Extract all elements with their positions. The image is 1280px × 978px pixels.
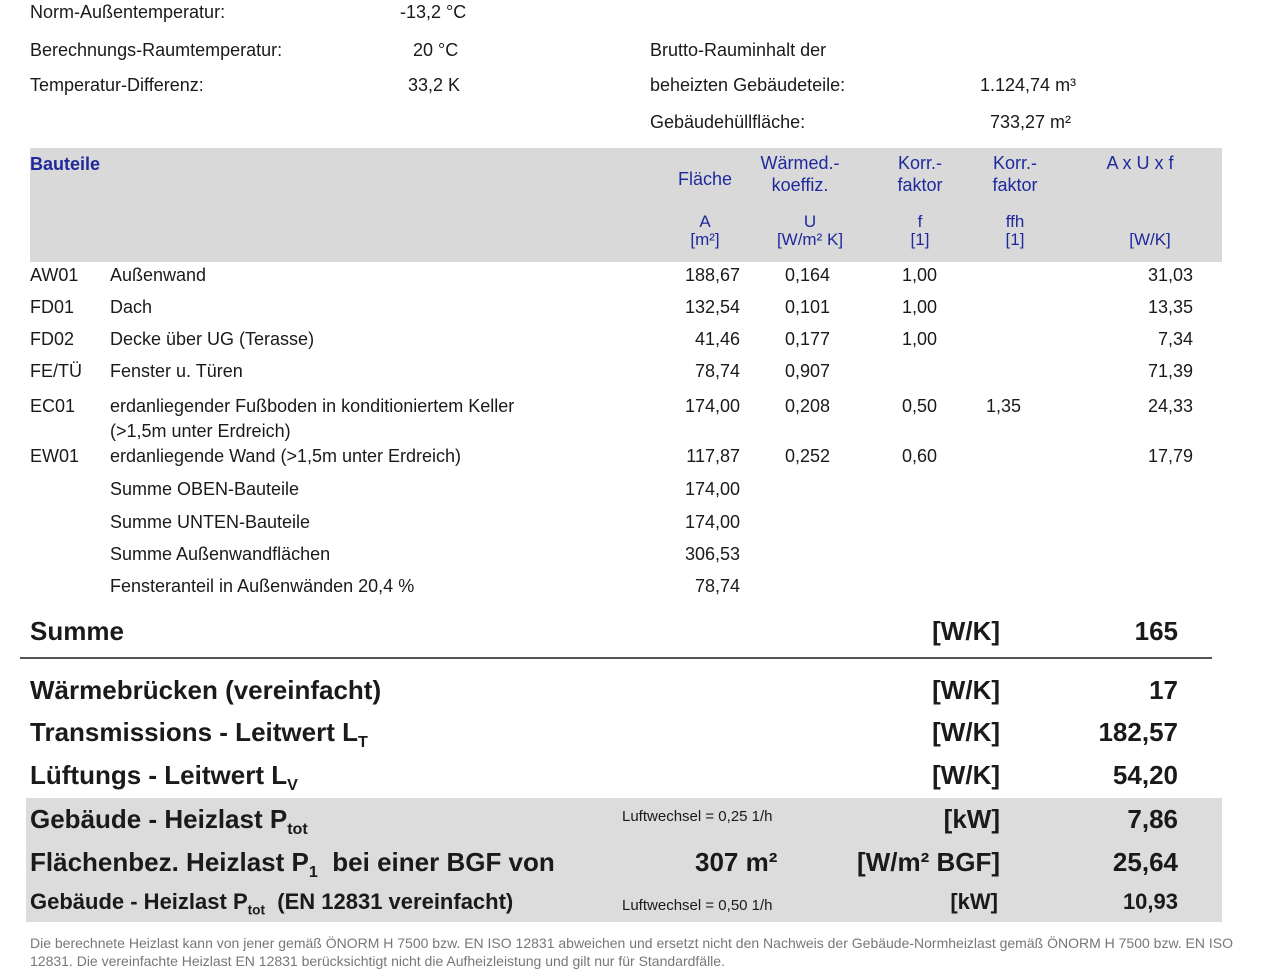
row-area: 132,54 [684, 297, 740, 317]
row-code: EC01 [30, 396, 76, 416]
heating-load-en-value: 10,93 [1122, 889, 1178, 914]
row-u: 0,208 [785, 396, 831, 416]
row-name: Fenster u. Türen [110, 361, 243, 381]
row-area: 174,00 [684, 396, 740, 416]
volume-value: 1.124,74 m³ [980, 75, 1077, 95]
sum-value: 174,00 [684, 479, 740, 499]
summe-value: 165 [1134, 616, 1178, 646]
area-heating-load-label-suffix: bei einer BGF von [332, 847, 555, 877]
row-auf: 13,35 [1147, 297, 1193, 317]
heating-load-en-subscript: tot [247, 902, 266, 918]
area-heating-load-label [30, 847, 555, 882]
volume-label-line2: beheizten Gebäudeteile: [650, 75, 846, 95]
header-u-line2: koeffiz. [771, 175, 829, 195]
row-code: EW01 [30, 446, 80, 466]
heating-load-value: 7,86 [1127, 804, 1178, 834]
row-f: 1,00 [902, 329, 938, 349]
row-auf: 7,34 [1157, 329, 1193, 349]
header-axuxf: A x U x f [1106, 153, 1174, 173]
unit-a-symbol: A [699, 212, 711, 231]
row-name: Außenwand [110, 265, 207, 285]
summe-unit: [W/K] [932, 616, 1000, 646]
sum-label: Summe Außenwandflächen [110, 544, 331, 564]
row-code: FE/TÜ [30, 361, 82, 381]
unit-u-symbol: U [803, 212, 817, 231]
row-name: erdanliegende Wand (>1,5m unter Erdreich) [110, 446, 462, 466]
ventilation-label-text: Lüftungs - Leitwert L [30, 760, 288, 790]
header-ffh-line1: Korr.- [992, 153, 1037, 173]
heating-load-unit: [kW] [943, 804, 1000, 834]
ventilation-unit: [W/K] [932, 760, 1000, 790]
heating-load-en-label-suffix: (EN 12831 vereinfacht) [277, 889, 514, 914]
envelope-area-label: Gebäudehüllfläche: [650, 112, 806, 132]
row-u: 0,252 [785, 446, 831, 466]
header-area: Fläche [677, 169, 733, 189]
row-auf: 31,03 [1147, 265, 1193, 285]
header-ffh-line2: faktor [992, 175, 1038, 195]
row-code: FD01 [30, 297, 75, 317]
transmission-subscript: T [357, 733, 368, 752]
unit-ffh-symbol: ffh [1005, 212, 1025, 231]
row-name: Decke über UG (Terasse) [110, 329, 315, 349]
unit-ffh: [1] [1005, 230, 1025, 249]
sum-value: 306,53 [684, 544, 740, 564]
room-temp-label: Berechnungs-Raumtemperatur: [30, 40, 283, 60]
norm-temp-label: Norm-Außentemperatur: [30, 2, 226, 22]
transmission-unit: [W/K] [932, 717, 1000, 747]
unit-u: [W/m² K] [776, 230, 844, 249]
heating-load-label [30, 804, 308, 839]
row-auf: 24,33 [1147, 396, 1193, 416]
air-change-rate: Luftwechsel = 0,25 1/h [622, 808, 773, 825]
row-f: 1,00 [902, 297, 938, 317]
unit-a: [m²] [690, 230, 720, 249]
row-f: 1,00 [902, 265, 938, 285]
header-bauteile: Bauteile [30, 154, 101, 174]
row-area: 117,87 [686, 446, 740, 466]
row-name: Dach [110, 297, 153, 317]
row-f: 0,50 [902, 396, 938, 416]
sum-label: Fensteranteil in Außenwänden 20,4 % [110, 576, 415, 596]
heating-load-en-label [30, 889, 513, 917]
row-u: 0,907 [785, 361, 831, 381]
sum-value: 78,74 [694, 576, 740, 596]
area-heating-load-subscript: 1 [308, 863, 318, 882]
row-ffh: 1,35 [986, 396, 1022, 416]
row-area: 78,74 [694, 361, 740, 381]
disclaimer-note: Die berechnete Heizlast kann von jener gemäß ÖNORM H 7500 bzw. EN ISO 12831 abweichen und ersetzt nicht den Nachweis der Gebäude-Normheizlast gemäß ÖNORM H 7500 bzw. EN ISO 12831. Die vereinfachte Heizlast EN 12831 berücksichtigt nicht die Aufheizleistung und gilt nur für Standardfälle. [30, 935, 1234, 969]
transmission-value: 182,57 [1098, 717, 1178, 747]
header-f-line1: Korr.- [897, 153, 942, 173]
area-heating-load-value: 25,64 [1112, 847, 1178, 877]
thermal-bridges-label: Wärmebrücken (vereinfacht) [30, 675, 382, 705]
header-u-line1: Wärmed.- [760, 153, 840, 173]
row-area: 188,67 [684, 265, 740, 285]
unit-wk: [W/K] [1129, 230, 1171, 249]
row-auf: 71,39 [1147, 361, 1193, 381]
heating-load-en-label-text: Gebäude - Heizlast P [30, 889, 248, 914]
row-u: 0,101 [785, 297, 831, 317]
norm-temp-value: -13,2 °C [400, 2, 467, 22]
row-auf: 17,79 [1147, 446, 1193, 466]
room-temp-value: 20 °C [413, 40, 459, 60]
transmission-label-text: Transmissions - Leitwert L [30, 717, 358, 747]
thermal-bridges-unit: [W/K] [932, 675, 1000, 705]
row-code: AW01 [30, 265, 79, 285]
row-f: 0,60 [902, 446, 938, 466]
row-code: FD02 [30, 329, 75, 349]
temp-diff-label: Temperatur-Differenz: [30, 75, 204, 95]
volume-label-line1: Brutto-Rauminhalt der [650, 40, 827, 60]
thermal-bridges-value: 17 [1149, 675, 1178, 705]
ventilation-value: 54,20 [1112, 760, 1178, 790]
unit-f-symbol: f [917, 212, 923, 231]
sum-value: 174,00 [684, 512, 740, 532]
header-f-line2: faktor [897, 175, 943, 195]
ventilation-label [30, 760, 298, 795]
transmission-label [30, 717, 368, 752]
heating-load-subscript: tot [287, 820, 308, 839]
row-u: 0,177 [785, 329, 831, 349]
sum-label: Summe UNTEN-Bauteile [110, 512, 311, 532]
summe-label: Summe [30, 616, 124, 646]
sum-label: Summe OBEN-Bauteile [110, 479, 300, 499]
heating-load-en-unit: [kW] [950, 889, 998, 914]
unit-f: [1] [910, 230, 930, 249]
row-u: 0,164 [785, 265, 831, 285]
row-name-continued: (>1,5m unter Erdreich) [110, 421, 291, 441]
ventilation-subscript: V [287, 776, 298, 795]
area-heating-load-unit: [W/m² BGF] [857, 847, 1000, 877]
envelope-area-value: 733,27 m² [990, 112, 1072, 132]
row-area: 41,46 [694, 329, 740, 349]
bgf-value: 307 m² [695, 847, 778, 877]
divider [20, 657, 1212, 659]
air-change-rate-en: Luftwechsel = 0,50 1/h [622, 897, 773, 914]
row-name: erdanliegender Fußboden in konditioniertem Keller [110, 396, 515, 416]
area-heating-load-label-text: Flächenbez. Heizlast P [30, 847, 309, 877]
heating-load-label-text: Gebäude - Heizlast P [30, 804, 288, 834]
temp-diff-value: 33,2 K [408, 75, 461, 95]
